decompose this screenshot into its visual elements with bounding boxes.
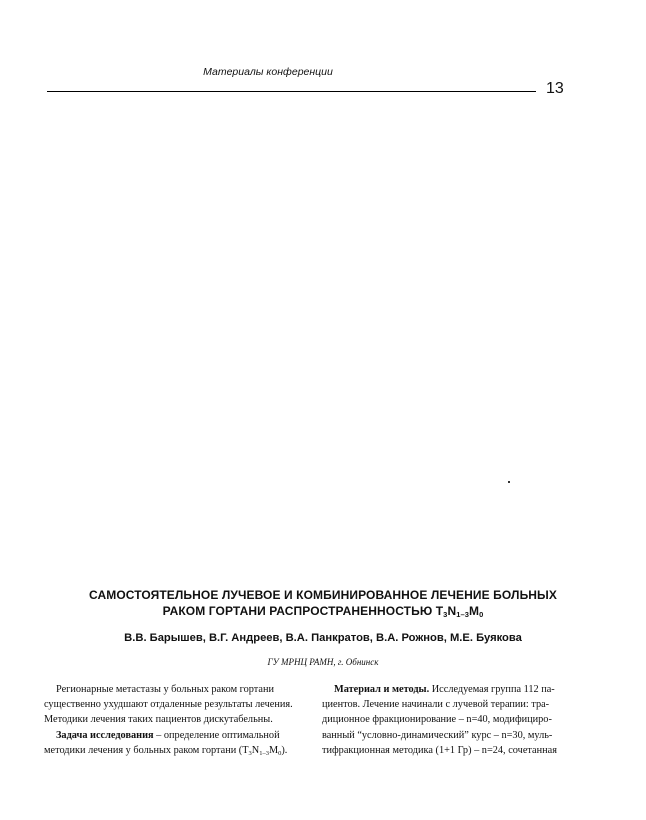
left-p2-n: N (251, 744, 260, 756)
left-p2-sub-n: 1–3 (259, 749, 269, 757)
left-p2-bold: Задача исследования (56, 729, 154, 741)
left-p1-line-3: Методики лечения таких пациентов дискутабельны. (44, 714, 273, 726)
title-n: N (447, 604, 457, 618)
right-p1-line-1 (322, 682, 570, 697)
title-line-2 (40, 603, 606, 623)
article-title (40, 587, 606, 623)
title-sub-n: 1–3 (456, 610, 470, 619)
title-m: M (469, 604, 480, 618)
right-p1-line-3: диционное фракционирование – n=40, модифициро- (322, 714, 552, 726)
left-p2-line-2 (44, 743, 292, 758)
left-p1-line-1: Регионарные метастазы у больных раком гортани (56, 684, 274, 695)
right-p1-line-1-rest: Исследуемая группа 112 па- (429, 684, 555, 695)
left-p2-sub-t: 3 (248, 749, 252, 757)
right-p1-line-5: тифракционная методика (1+1 Гр) – n=24, сочетанная (322, 744, 557, 756)
title-line-1: САМОСТОЯТЕЛЬНОЕ ЛУЧЕВОЕ И КОМБИНИРОВАННОЕ ЛЕЧЕНИЕ БОЛЬНЫХ (88, 588, 558, 602)
left-p2-prefix: методики лечения у больных раком гортани (T (44, 744, 249, 756)
title-sub-m: 0 (479, 610, 484, 619)
right-p1-line-4: ванный “условно-динамический” курс – n=30, муль- (322, 729, 553, 741)
left-p2-line-1-rest: – определение оптимальной (153, 729, 280, 741)
running-title: Материалы конференции (203, 66, 333, 78)
page-number: 13 (546, 80, 564, 97)
title-line-2-text: РАКОМ ГОРТАНИ РАСПРОСТРАНЕННОСТЬЮ T (162, 604, 444, 618)
left-p1-line-2: существенно ухудшают отдаленные результаты лечения. (44, 699, 293, 711)
left-p2-suffix: ). (281, 744, 288, 756)
left-column (44, 682, 292, 758)
title-sub-t: 3 (443, 610, 448, 619)
left-p2-line-1 (44, 728, 292, 743)
affiliation: ГУ МРНЦ РАМН, г. Обнинск (267, 657, 379, 667)
authors: В.В. Барышев, В.Г. Андреев, В.А. Панкратов, В.А. Рожнов, М.Е. Буякова (124, 632, 522, 644)
left-p2-m: M (268, 744, 279, 756)
right-p1-bold: Материал и методы. (334, 684, 430, 695)
right-p1-line-2: циентов. Лечение начинали с лучевой терапии: тра- (322, 699, 550, 711)
left-p2-sub-m: 0 (278, 749, 282, 757)
right-column (322, 682, 570, 758)
scan-speck (508, 481, 510, 483)
header-rule (47, 91, 536, 92)
